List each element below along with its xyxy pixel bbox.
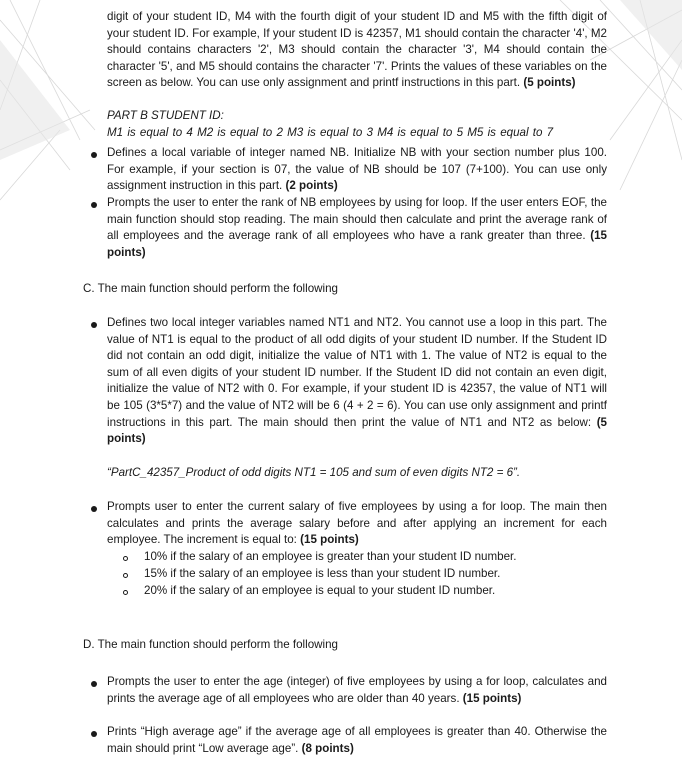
part-c-subitem: 15% if the salary of an employee is less than your student ID number.	[144, 567, 501, 580]
points-label: (5 points)	[523, 76, 576, 90]
part-c-example-quote: “PartC_42357_Product of odd digits NT1 = 105 and sum of even digits NT2 = 6”.	[107, 466, 521, 479]
points-label: (15 points)	[462, 691, 522, 705]
part-b-example-output: M1 is equal to 4 M2 is equal to 2 M3 is equal to 3 M4 is equal to 5 M5 is equal to 7	[107, 126, 554, 139]
bullet-icon	[91, 202, 97, 208]
part-b-bullet-1: Defines a local variable of integer named NB. Initialize NB with your section number plus 100. For example, if your section is 07, the value of NB should be 107 (7+100). You can use only assignment instruction in this part. (2 points)	[107, 146, 607, 193]
circle-bullet-icon	[123, 590, 128, 595]
points-label: (15 points)	[107, 229, 607, 259]
points-label: (15 points)	[300, 533, 359, 547]
part-c-heading: C. The main function should perform the following	[83, 282, 338, 295]
circle-bullet-icon	[123, 573, 128, 578]
points-label: (2 points)	[285, 179, 338, 193]
circle-bullet-icon	[123, 556, 128, 561]
bullet-icon	[91, 506, 97, 512]
points-label: (8 points)	[301, 741, 354, 755]
bullet-icon	[91, 152, 97, 158]
part-b-intro-paragraph: digit of your student ID, M4 with the fourth digit of your student ID and M5 with the fifth digit of your student ID. For example, If your student ID is 42357, M1 should contain the character '4', M2 should contains characters '2', M3 should contain the character '3', M4 should contain the character '5', and M5 should contains the character '7'. Prints the values of these variables on the screen as below. You can use only assignment and printf instructions in this part. (5 points)	[107, 10, 607, 90]
part-c-bullet-1: Defines two local integer variables named NT1 and NT2. You cannot use a loop in this part. The value of NT1 is equal to the product of all odd digits of your student ID number. If the Student ID did not contain an odd digit, initialize the value of NT1 with 1. The value of NT2 is equal to the sum of all even digits of your student ID number. If the Student ID did not contain an even digit, initialize the value of NT2 with 0. For example, if your student ID is 42357, the value of NT1 will be 105 (3*5*7) and the value of NT2 will be 6 (4 + 2 = 6). You can use only assignment and printf instructions in this part. The main should then print the value of NT1 and NT2 as below: (5 points)	[107, 316, 607, 446]
part-b-bullet-2: Prompts the user to enter the rank of NB employees by using for loop. If the user enters EOF, the main function should stop reading. The main should then calculate and print the average rank of all employees and the average rank of all employees who have a rank greater than three. (15 points)	[107, 196, 607, 259]
part-d-bullet-1: Prompts the user to enter the age (integer) of five employees by using a for loop, calculates and prints the average age of all employees who are older than 40 years. (15 points)	[107, 675, 607, 705]
part-b-label: PART B STUDENT ID:	[107, 109, 224, 122]
part-c-subitem: 20% if the salary of an employee is equal to your student ID number.	[144, 584, 496, 597]
bullet-icon	[91, 322, 97, 328]
part-c-bullet-2: Prompts user to enter the current salary of five employees by using a for loop. The main then calculates and prints the average salary before and after applying an increment for each employee. The increment is equal to: (15 points)	[107, 500, 607, 547]
part-c-subitem: 10% if the salary of an employee is greater than your student ID number.	[144, 550, 517, 563]
bullet-icon	[91, 731, 97, 737]
points-label: (5 points)	[107, 415, 607, 446]
bullet-icon	[91, 681, 97, 687]
part-d-bullet-2: Prints “High average age” if the average age of all employees is greater than 40. Otherwise the main should print “Low average age”. (8 points)	[107, 725, 607, 755]
part-d-heading: D. The main function should perform the following	[83, 638, 338, 651]
